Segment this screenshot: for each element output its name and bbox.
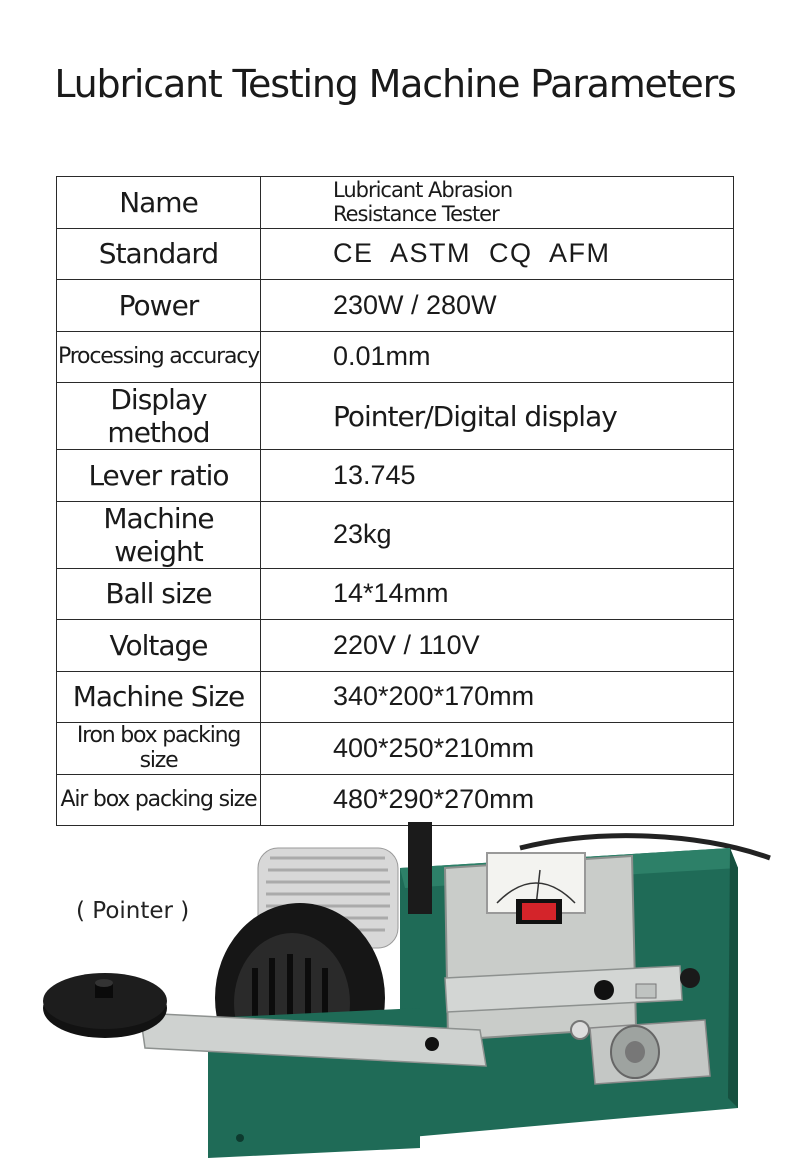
param-value: Lubricant Abrasion Resistance Tester [260, 177, 733, 229]
param-label: Air box packing size [57, 774, 261, 826]
param-value: Pointer/Digital display [260, 383, 733, 450]
param-label: Name [57, 177, 261, 229]
table-row [57, 280, 734, 332]
table-row [57, 620, 734, 672]
param-label: Iron box packing size [57, 723, 261, 775]
table-row [57, 331, 734, 383]
pointer-caption: ( Pointer ) [76, 898, 190, 924]
table-row [57, 228, 734, 280]
table-row [57, 723, 734, 775]
param-value: 230W / 280W [260, 280, 733, 332]
param-value: CE ASTM CQ AFM [260, 228, 733, 280]
table-row [57, 501, 734, 568]
param-value: 23kg [260, 501, 733, 568]
machine-illustration [0, 808, 790, 1162]
param-value: 13.745 [260, 450, 733, 502]
param-value: 480*290*270mm [260, 774, 733, 826]
param-label: Processing accuracy [57, 331, 261, 383]
param-value: 340*200*170mm [260, 671, 733, 723]
table-row [57, 450, 734, 502]
parameters-table [56, 176, 734, 826]
page-title: Lubricant Testing Machine Parameters [54, 62, 736, 106]
param-label: Power [57, 280, 261, 332]
param-value: 0.01mm [260, 331, 733, 383]
table-row [57, 177, 734, 229]
param-label: Standard [57, 228, 261, 280]
table-row [57, 671, 734, 723]
table-row [57, 383, 734, 450]
param-label: Machine Size [57, 671, 261, 723]
param-label: Ball size [57, 568, 261, 620]
param-label: Lever ratio [57, 450, 261, 502]
param-value: 400*250*210mm [260, 723, 733, 775]
param-label: Display method [57, 383, 261, 450]
param-value: 220V / 110V [260, 620, 733, 672]
table-row [57, 568, 734, 620]
param-label: Machine weight [57, 501, 261, 568]
param-value: 14*14mm [260, 568, 733, 620]
param-label: Voltage [57, 620, 261, 672]
